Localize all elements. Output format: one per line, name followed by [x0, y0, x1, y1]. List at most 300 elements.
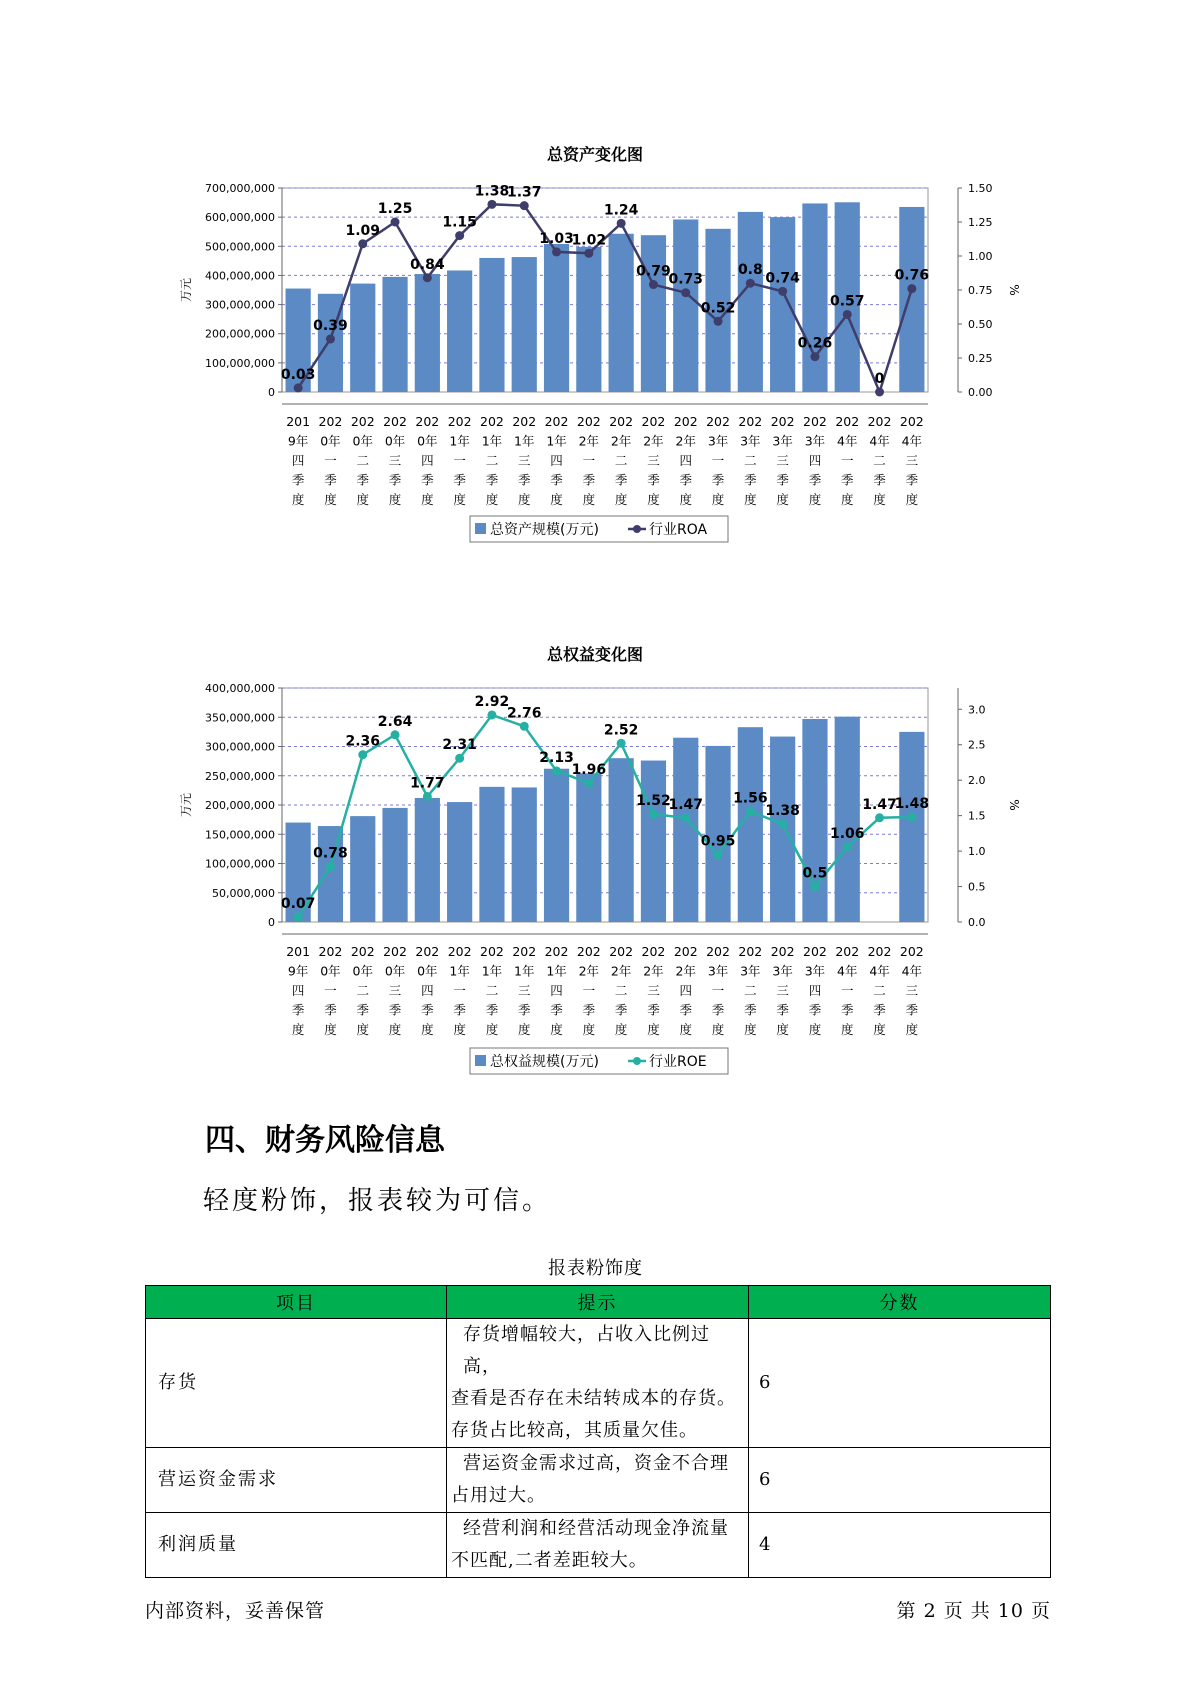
category-label: 季 [485, 472, 499, 488]
line-point [423, 792, 432, 801]
category-label: 0年 [417, 963, 438, 979]
category-label: 1年 [514, 433, 535, 449]
category-label: 度 [356, 1022, 370, 1037]
data-label: 1.02 [571, 232, 607, 249]
category-label: 季 [840, 472, 854, 488]
category-label: 202 [673, 944, 698, 959]
category-label: 四 [421, 453, 434, 468]
line-point [455, 231, 464, 240]
category-label: 202 [350, 414, 375, 429]
row-item: 利润质量 [146, 1513, 447, 1578]
category-label: 度 [291, 492, 305, 507]
bar [479, 258, 504, 392]
left-axis-title: 万元 [179, 277, 193, 303]
category-label: 季 [453, 472, 466, 488]
data-label: 0.07 [280, 896, 316, 913]
data-label: 2.36 [345, 733, 381, 750]
category-label: 202 [738, 944, 763, 959]
line-point [584, 779, 593, 788]
right-tick-label: 1.5 [968, 809, 986, 823]
bar [544, 769, 569, 922]
category-label: 季 [776, 1002, 789, 1018]
bar [447, 270, 472, 392]
category-label: 季 [679, 1002, 693, 1018]
category-label: 2年 [578, 963, 600, 979]
category-label: 三 [388, 983, 402, 998]
category-label: 度 [808, 492, 822, 507]
total-assets-chart-svg [0, 130, 1191, 600]
category-label: 202 [383, 414, 407, 429]
data-label: 0.79 [636, 263, 671, 280]
data-label: 0.39 [313, 317, 348, 334]
category-label: 季 [517, 1002, 531, 1018]
data-label: 1.52 [636, 793, 671, 810]
data-label: 0.5 [802, 865, 828, 882]
right-axis-title: % [1007, 799, 1021, 811]
category-label: 季 [421, 472, 434, 488]
line-point [358, 239, 367, 248]
category-label: 3年 [707, 963, 729, 979]
category-label: 度 [873, 492, 886, 507]
category-label: 度 [711, 1022, 725, 1037]
left-axis-title: 万元 [179, 792, 193, 818]
category-label: 季 [808, 1002, 822, 1018]
section-heading: 四、财务风险信息 [205, 1123, 445, 1158]
category-label: 四 [291, 453, 305, 468]
tip-line: 查看是否存在未结转成本的存货。 [451, 1388, 736, 1409]
category-label: 度 [356, 492, 370, 507]
data-label: 2.76 [506, 705, 542, 722]
tip-line: 存货占比较高，其质量欠佳。 [451, 1420, 698, 1441]
category-label: 一 [453, 453, 466, 468]
category-label: 202 [609, 944, 634, 959]
category-label: 4年 [901, 433, 923, 449]
category-label: 一 [453, 983, 466, 998]
row-item: 营运资金需求 [146, 1448, 447, 1513]
category-label: 202 [673, 414, 698, 429]
category-label: 季 [873, 472, 886, 488]
category-label: 二 [744, 983, 757, 998]
category-label: 季 [517, 472, 531, 488]
category-label: 季 [711, 1002, 725, 1018]
header-item: 项目 [146, 1286, 447, 1319]
category-label: 季 [324, 472, 337, 488]
category-label: 4年 [901, 963, 923, 979]
line-point [746, 807, 755, 816]
chart-title: 总资产变化图 [546, 145, 644, 164]
category-label: 二 [873, 983, 886, 998]
bar [673, 219, 698, 392]
category-label: 202 [576, 944, 601, 959]
footer-confidential: 内部资料，妥善保管 [145, 1600, 326, 1622]
left-tick-label: 300,000,000 [205, 298, 275, 312]
line-point [746, 279, 755, 288]
data-label: 0.84 [410, 256, 445, 273]
left-tick-label: 300,000,000 [205, 740, 275, 754]
row-tip [447, 1513, 749, 1578]
bar [447, 802, 472, 922]
bar [899, 207, 924, 392]
category-label: 季 [808, 472, 822, 488]
bar [415, 798, 440, 922]
category-label: 度 [614, 1022, 628, 1037]
category-label: 9年 [287, 433, 309, 449]
row-score: 6 [749, 1319, 1051, 1448]
category-label: 3年 [740, 963, 761, 979]
category-label: 3年 [772, 433, 793, 449]
line-point [487, 710, 496, 719]
left-tick-label: 0 [268, 386, 275, 399]
header-tip: 提示 [447, 1286, 749, 1319]
category-label: 202 [899, 414, 924, 429]
category-label: 三 [776, 983, 789, 998]
line-point [778, 287, 787, 296]
row-tip [447, 1319, 749, 1448]
line-point [391, 218, 400, 227]
line-point [714, 850, 723, 859]
data-label: 1.06 [829, 825, 865, 842]
category-label: 季 [744, 472, 757, 488]
category-label: 度 [550, 1022, 563, 1037]
line-point [326, 862, 335, 871]
category-label: 202 [899, 944, 924, 959]
category-label: 度 [679, 492, 693, 507]
category-label: 202 [867, 414, 892, 429]
category-label: 季 [905, 1002, 919, 1018]
right-tick-label: 0.25 [968, 352, 993, 365]
legend-bar-swatch [475, 1055, 486, 1066]
category-label: 季 [905, 472, 919, 488]
bar [382, 277, 407, 392]
left-tick-label: 0 [268, 916, 275, 929]
category-label: 度 [614, 492, 628, 507]
category-label: 三 [647, 983, 660, 998]
total-equity-chart-svg [0, 630, 1191, 1100]
line-point [649, 280, 658, 289]
bar [673, 738, 698, 922]
category-label: 202 [350, 944, 375, 959]
table-row [146, 1513, 1051, 1578]
category-label: 三 [517, 983, 531, 998]
line-point [810, 352, 819, 361]
line-point [617, 219, 626, 228]
data-label: 2.13 [539, 749, 574, 766]
left-tick-label: 500,000,000 [205, 240, 275, 254]
footer-page-number: 第 2 页 共 10 页 [896, 1600, 1051, 1622]
right-tick-label: 1.00 [968, 250, 993, 263]
category-label: 一 [582, 453, 596, 468]
chart-title: 总权益变化图 [546, 645, 644, 664]
data-label: 1.47 [668, 796, 704, 813]
category-label: 度 [744, 1022, 757, 1037]
category-label: 202 [447, 944, 472, 959]
table-header-row [146, 1286, 1051, 1319]
category-label: 季 [485, 1002, 499, 1018]
plot-area [282, 188, 928, 392]
bar [609, 758, 634, 922]
left-tick-label: 400,000,000 [205, 682, 275, 695]
category-label: 度 [324, 492, 337, 507]
category-label: 季 [550, 472, 563, 488]
category-label: 202 [803, 944, 827, 959]
category-label: 季 [679, 472, 693, 488]
data-label: 0.74 [765, 270, 800, 287]
category-label: 度 [808, 1022, 822, 1037]
category-label: 四 [291, 983, 305, 998]
category-label: 202 [867, 944, 892, 959]
legend-line-marker [633, 1057, 641, 1065]
category-label: 202 [835, 944, 860, 959]
left-tick-label: 350,000,000 [205, 711, 275, 725]
total-equity-chart [0, 630, 1191, 1100]
data-label: 1.37 [506, 184, 542, 201]
category-label: 202 [706, 944, 730, 959]
category-label: 1年 [514, 963, 535, 979]
category-label: 202 [512, 944, 537, 959]
category-label: 202 [803, 414, 827, 429]
category-label: 季 [324, 1002, 337, 1018]
category-label: 度 [582, 492, 596, 507]
bar [415, 274, 440, 392]
line-point [714, 317, 723, 326]
bar [770, 737, 795, 922]
category-label: 4年 [869, 963, 890, 979]
category-label: 4年 [837, 963, 858, 979]
category-label: 2年 [610, 963, 632, 979]
category-label: 202 [835, 414, 860, 429]
data-label: 1.15 [442, 214, 477, 231]
category-label: 202 [480, 414, 504, 429]
line-point [875, 813, 884, 822]
category-label: 季 [453, 1002, 466, 1018]
row-score: 6 [749, 1448, 1051, 1513]
category-label: 度 [905, 1022, 919, 1037]
bar [479, 787, 504, 922]
line-point [520, 722, 529, 731]
data-label: 0.78 [313, 845, 348, 862]
left-tick-label: 600,000,000 [205, 211, 275, 225]
category-label: 度 [840, 1022, 854, 1037]
category-label: 1年 [449, 963, 470, 979]
category-label: 9年 [287, 963, 309, 979]
bar [350, 284, 375, 392]
left-tick-label: 700,000,000 [205, 182, 275, 195]
data-label: 1.09 [345, 222, 381, 239]
category-label: 202 [415, 414, 440, 429]
right-tick-label: 0.0 [968, 916, 986, 929]
category-label: 一 [324, 453, 337, 468]
left-tick-label: 200,000,000 [205, 327, 275, 341]
data-label: 0.95 [700, 833, 736, 850]
category-label: 202 [447, 414, 472, 429]
left-tick-label: 150,000,000 [205, 828, 275, 842]
line-point [552, 766, 561, 775]
data-label: 0.52 [700, 300, 736, 317]
right-tick-label: 0.50 [968, 318, 993, 331]
category-label: 202 [706, 414, 730, 429]
category-label: 四 [421, 983, 434, 998]
category-label: 季 [840, 1002, 854, 1018]
category-label: 0年 [320, 963, 341, 979]
category-label: 度 [647, 492, 660, 507]
category-label: 1年 [481, 963, 503, 979]
category-label: 1年 [546, 433, 567, 449]
data-label: 2.52 [603, 722, 639, 739]
bar [544, 244, 569, 392]
category-label: 三 [388, 453, 402, 468]
right-axis-title: % [1007, 284, 1021, 296]
category-label: 季 [356, 472, 370, 488]
bar [576, 773, 601, 922]
category-label: 度 [388, 1022, 402, 1037]
right-tick-label: 2.5 [968, 738, 986, 752]
category-label: 一 [711, 983, 725, 998]
category-label: 3年 [804, 433, 826, 449]
category-label: 季 [744, 1002, 757, 1018]
legend-bar-label: 总权益规模(万元) [490, 1054, 599, 1070]
whitewash-table [145, 1285, 1051, 1578]
line-point [294, 913, 303, 922]
bar [835, 717, 860, 922]
data-label: 2.92 [474, 693, 510, 710]
category-label: 202 [415, 944, 440, 959]
category-label: 2年 [643, 433, 664, 449]
category-label: 季 [388, 1002, 402, 1018]
category-label: 度 [711, 492, 725, 507]
risk-conclusion: 轻度粉饰，报表较为可信。 [203, 1186, 552, 1216]
data-label: 1.47 [862, 796, 897, 813]
category-label: 度 [679, 1022, 693, 1037]
row-score: 4 [749, 1513, 1051, 1578]
data-label: 1.38 [474, 183, 510, 200]
table-caption: 报表粉饰度 [548, 1258, 643, 1279]
row-tip [447, 1448, 749, 1513]
category-label: 3年 [772, 963, 793, 979]
bar [609, 234, 634, 392]
category-label: 度 [324, 1022, 337, 1037]
line-point [681, 288, 690, 297]
category-label: 二 [744, 453, 757, 468]
line-point [843, 842, 852, 851]
data-label: 1.03 [539, 230, 574, 247]
right-tick-label: 1.50 [968, 182, 993, 195]
data-label: 0.73 [668, 271, 704, 288]
bar [738, 212, 763, 392]
category-label: 二 [873, 453, 886, 468]
category-label: 0年 [352, 433, 373, 449]
category-label: 202 [770, 944, 795, 959]
category-label: 202 [770, 414, 795, 429]
category-label: 季 [614, 472, 628, 488]
category-label: 度 [485, 492, 499, 507]
left-tick-label: 400,000,000 [205, 269, 275, 283]
line-point [907, 813, 916, 822]
line-point [326, 334, 335, 343]
left-tick-label: 50,000,000 [212, 886, 275, 900]
category-label: 一 [324, 983, 337, 998]
category-label: 度 [517, 492, 531, 507]
category-label: 度 [517, 1022, 531, 1037]
left-tick-label: 200,000,000 [205, 799, 275, 812]
bar [641, 761, 666, 922]
data-label: 1.24 [603, 202, 639, 219]
category-label: 202 [738, 414, 763, 429]
right-tick-label: 2.0 [968, 774, 986, 788]
data-label: 1.96 [571, 762, 607, 779]
category-label: 二 [485, 983, 499, 998]
category-label: 度 [453, 1022, 466, 1037]
category-label: 202 [318, 414, 343, 429]
category-label: 202 [480, 944, 504, 959]
category-label: 4年 [869, 433, 890, 449]
category-label: 季 [647, 1002, 660, 1018]
bar [512, 257, 537, 392]
tip-line: 营运资金需求过高，资金不合理 [463, 1453, 729, 1474]
tip-line: 不匹配,二者差距较大。 [451, 1550, 648, 1571]
bar [382, 808, 407, 922]
category-label: 三 [905, 453, 919, 468]
total-assets-chart [0, 130, 1191, 600]
data-label: 2.31 [442, 737, 477, 754]
legend-line-marker [633, 525, 641, 533]
category-label: 度 [550, 492, 563, 507]
tip-line: 经营利润和经营活动现金净流量 [463, 1518, 729, 1539]
category-label: 二 [356, 983, 370, 998]
category-label: 四 [808, 453, 822, 468]
category-label: 季 [550, 1002, 563, 1018]
category-label: 四 [679, 453, 693, 468]
category-label: 度 [291, 1022, 305, 1037]
category-label: 202 [641, 414, 666, 429]
category-label: 度 [421, 1022, 434, 1037]
category-label: 0年 [417, 433, 438, 449]
category-label: 2年 [578, 433, 600, 449]
bar [576, 247, 601, 392]
data-label: 1.38 [765, 803, 800, 820]
category-label: 3年 [740, 433, 761, 449]
line-point [617, 739, 626, 748]
tip-line: 存货增幅较大，占收入比例过高， [463, 1324, 710, 1377]
category-label: 度 [776, 1022, 789, 1037]
category-label: 度 [453, 492, 466, 507]
data-label: 2.64 [377, 713, 413, 730]
bar [350, 816, 375, 922]
right-tick-label: 0.5 [968, 880, 986, 894]
data-label: 0.57 [829, 293, 865, 310]
data-label: 0.26 [797, 335, 833, 352]
category-label: 2年 [675, 963, 696, 979]
line-point [455, 754, 464, 763]
category-label: 度 [840, 492, 854, 507]
left-tick-label: 250,000,000 [205, 769, 275, 783]
data-label: 0.76 [894, 267, 930, 284]
category-label: 季 [647, 472, 660, 488]
category-label: 度 [485, 1022, 499, 1037]
category-label: 1年 [449, 433, 470, 449]
line-point [843, 310, 852, 319]
category-label: 201 [286, 414, 311, 429]
data-label: 1.48 [894, 796, 930, 813]
category-label: 202 [318, 944, 343, 959]
category-label: 201 [286, 944, 311, 959]
right-tick-label: 1.25 [968, 216, 993, 229]
category-label: 四 [808, 983, 822, 998]
category-label: 2年 [643, 963, 664, 979]
data-label: 1.25 [377, 201, 413, 217]
category-label: 三 [776, 453, 789, 468]
data-label: 1.56 [733, 790, 768, 807]
left-tick-label: 100,000,000 [205, 857, 275, 871]
